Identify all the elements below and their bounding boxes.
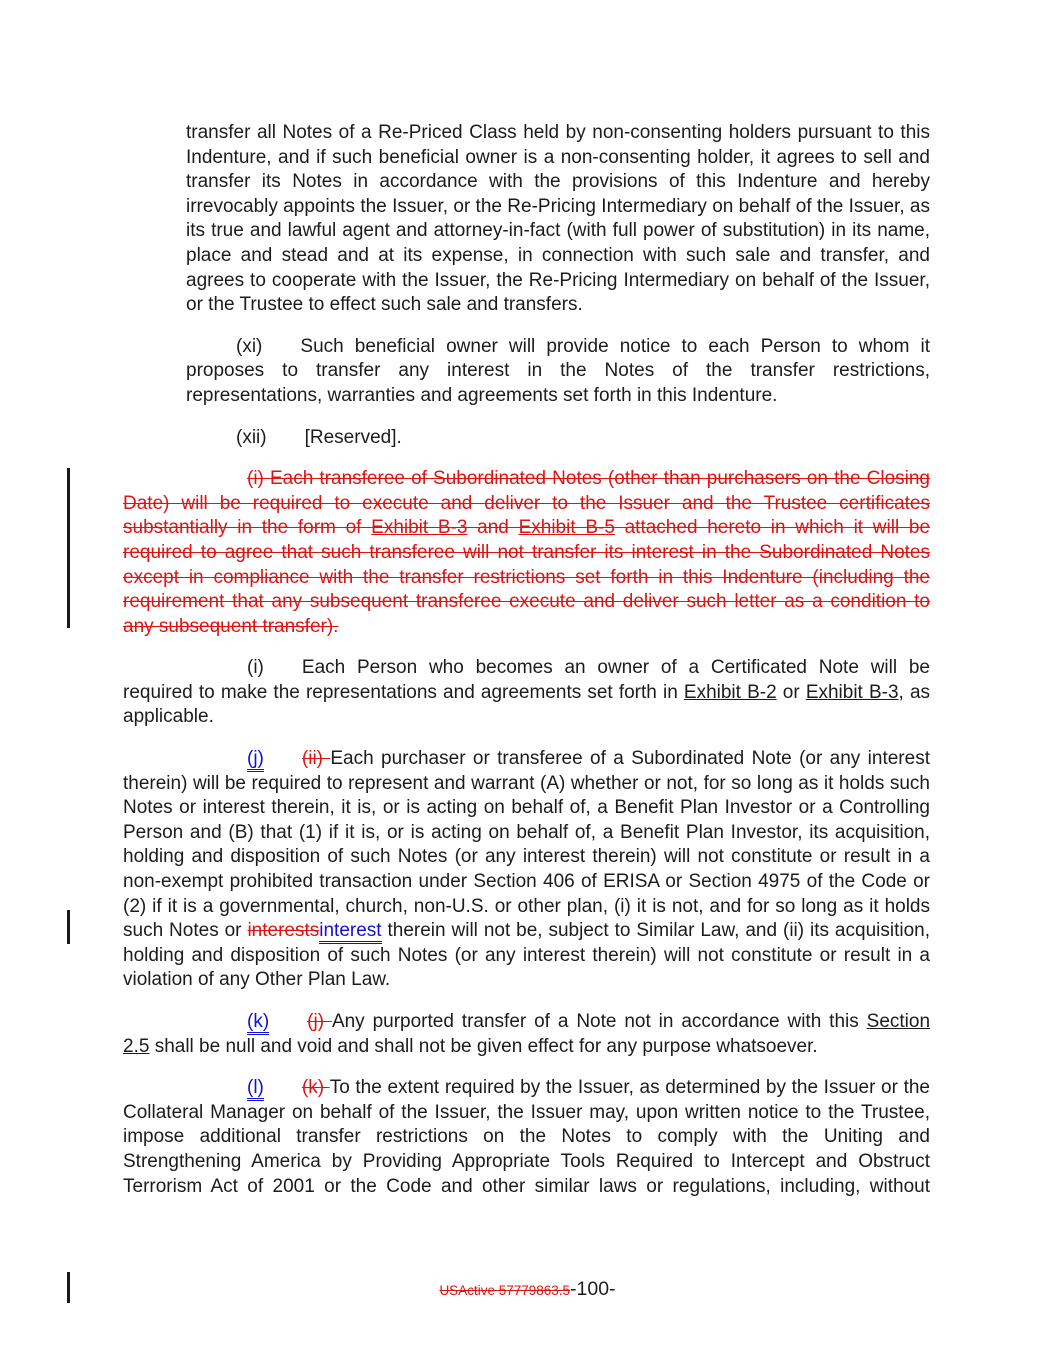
text-run: (xii) [236, 426, 267, 448]
text-run: Each purchaser or transferee of a Subordinated Note (or any interest therein) will be required to represent and warrant (A) whether or not, for so long as it holds such Notes or interest therein, it is, or is acting on behalf of, a Benefit Plan Investor or a Controlling Person and (B) that (1) if it is, or is acting on behalf of, a Benefit Plan Investor, its acquisition, holding and disposition of such Notes (or any interest therein) will not constitute or result in a non-exempt prohibited transaction under Section 406 of ERISA or Section 4975 of the Code or (2) if it is a governmental, church, non-U.S. or other plan, (i) it is not, and for so long as it holds such Notes or [123, 748, 930, 942]
inserted-text: interest [319, 920, 381, 944]
inserted-text: (j) [247, 748, 264, 772]
underlined-text: Section 2.5 [123, 1011, 931, 1057]
text-run: , as applicable. [123, 681, 931, 728]
text-run: transfer all Notes of a Re-Priced Class held by non-consenting holders pursuant to this Indenture, and if such beneficial owner is a non-consenting holder, it agrees to sell and transfer its Notes in accordance with the provisions of this Indenture and hereby irrevocably appoints the Issuer, or the Re-Pricing Intermediary on behalf of the Issuer, as its true and lawful agent and attorney-in-fact (with full power of substitution) in its name, place and stead and at its expense, in connection with such sale and transfer, and agrees to cooperate with the Issuer, the Re-Pricing Intermediary on behalf of the Issuer, or the Trustee to effect such sale and transfers. [186, 122, 930, 316]
paragraph-clause-xi [186, 335, 930, 409]
text-run: Any purported transfer of a Note not in accordance with this [331, 1011, 867, 1032]
text-run: therein will not be, subject to Similar Law, and (ii) its acquisition, holding and disposition of such Notes (or any interest therein) will not constitute or result in a violation of any Other Plan Law. [123, 920, 930, 991]
document-body [123, 121, 930, 1216]
text-run: (i) [247, 657, 264, 679]
underlined-text: Exhibit B-3 [805, 681, 899, 703]
text-run: [Reserved]. [304, 426, 402, 448]
paragraph-transfer-obligation [186, 121, 930, 318]
text-run: Such beneficial owner will provide notice to each Person to whom it proposes to transfer any interest in the Notes of the transfer restrictions, representations, warranties and agreements set forth in this Indenture. [186, 335, 930, 406]
deleted-text: (i) Each transferee of Subordinated Notes (other than purchasers on the Closing Date) will be required to execute and deliver to the Issuer and the Trustee certificates substantially in the form of [123, 468, 930, 539]
text-run: Each Person who becomes an owner of a Certificated Note will be required to make the representations and agreements set forth in [123, 657, 930, 703]
text-run: (xi) [236, 335, 263, 357]
paragraph-clause-l [123, 1076, 930, 1199]
deleted-text: (j) [307, 1011, 332, 1032]
deleted-text: (k) [301, 1077, 330, 1099]
paragraph-deleted-clause-i [123, 467, 930, 639]
deleted-text: and [467, 517, 519, 539]
change-bar [67, 910, 70, 944]
deleted-underlined-text: Exhibit B-3 [371, 517, 468, 539]
paragraph-clause-xii [186, 426, 930, 451]
paragraph-clause-k [123, 1010, 930, 1059]
page-footer [0, 1278, 1055, 1301]
paragraph-clause-j [123, 747, 930, 993]
text-run: shall be null and void and shall not be given effect for any purpose whatsoever. [149, 1035, 818, 1057]
underlined-text: Exhibit B-2 [683, 681, 777, 703]
paragraph-clause-i [123, 656, 930, 730]
deleted-text: interests [247, 920, 320, 942]
text-run: or [776, 681, 806, 703]
text-run: To the extent required by the Issuer, as determined by the Issuer or the Collateral Manager on behalf of the Issuer, the Issuer may, upon written notice to the Trustee, impose additional transfer restrictions on the Notes to comply with the Uniting and Strengthening America by Providing Appropriate Tools Required to Intercept and Obstruct Terrorism Act of 2001 or the Code and other similar laws or regulations, including, without [123, 1077, 931, 1197]
change-bar [67, 468, 70, 628]
inserted-text: (k) [247, 1011, 269, 1035]
deleted-text: attached hereto in which it will be required to agree that such transferee will not transfer its interest in the Subordinated Notes except in compliance with the transfer restrictions set forth in this Indenture (including the requirement that any subsequent transferee execute and deliver such letter as a condition to any subsequent transfer). [123, 517, 931, 637]
inserted-text: (l) [247, 1077, 264, 1101]
deleted-text: (ii) [301, 748, 331, 770]
page-number: -100- [570, 1278, 616, 1300]
deleted-underlined-text: Exhibit B-5 [518, 517, 615, 539]
document-id-deleted: USActive 57779863.5 [439, 1283, 571, 1298]
